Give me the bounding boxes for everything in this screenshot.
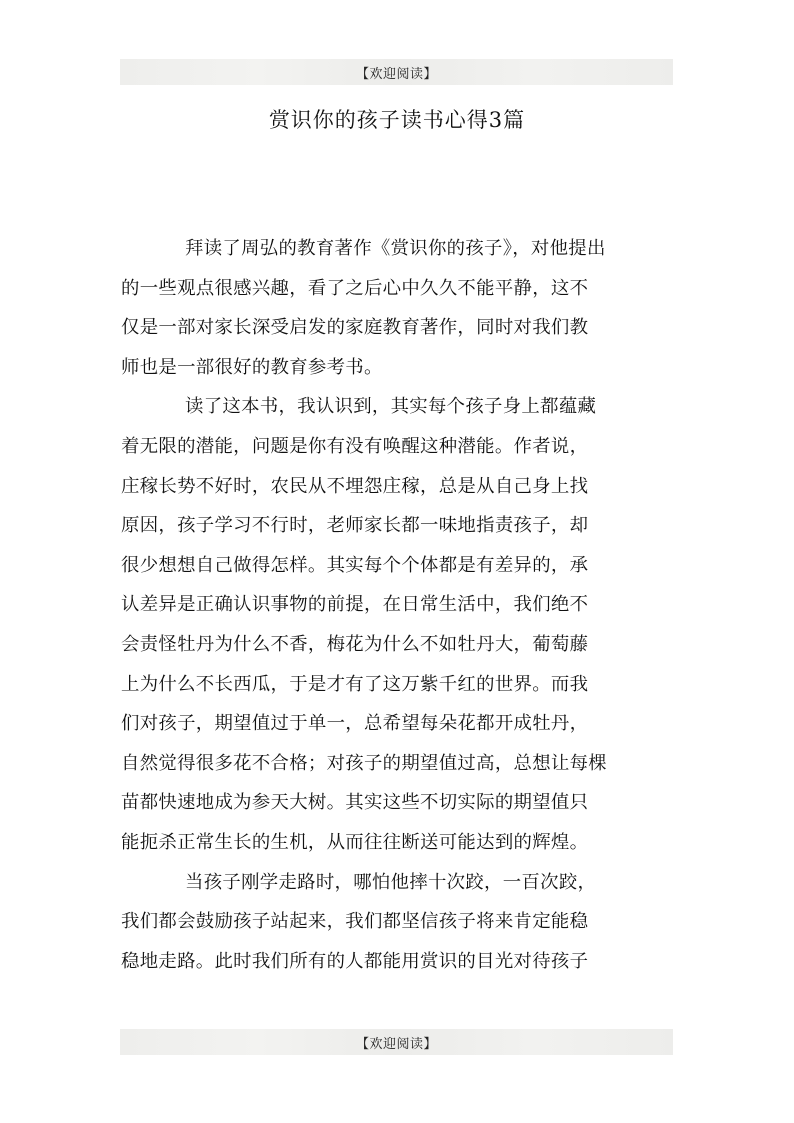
text-line: 庄稼长势不好时，农民从不埋怨庄稼，总是从自己身上找 [121, 475, 589, 497]
text-line: 读了这本书，我认识到，其实每个孩子身上都蕴藏 [185, 396, 597, 418]
text-line: 能扼杀正常生长的生机，从而往往断送可能达到的辉煌。 [121, 831, 589, 853]
footer-banner [120, 1029, 673, 1055]
text-line: 们对孩子，期望值过于单一，总希望每朵花都开成牡丹， [121, 713, 589, 735]
text-line: 拜读了周弘的教育著作《赏识你的孩子》，对他提出 [185, 238, 606, 259]
text-line: 会责怪牡丹为什么不香，梅花为什么不如牡丹大，葡萄藤 [121, 633, 589, 655]
text-line: 很少想想自己做得怎样。其实每个个体都是有差异的，承 [121, 554, 589, 576]
text-line: 原因，孩子学习不行时，老师家长都一味地指责孩子，却 [121, 515, 589, 537]
text-line: 我们都会鼓励孩子站起来，我们都坚信孩子将来肯定能稳 [121, 911, 589, 933]
footer-banner-text: 【欢迎阅读】 [355, 1036, 437, 1052]
text-line: 着无限的潜能，问题是你有没有唤醒这种潜能。作者说， [121, 435, 589, 457]
document-title: 赏识你的孩子读书心得3篇 [268, 108, 526, 132]
header-banner [120, 59, 673, 85]
text-line: 认差异是正确认识事物的前提，在日常生活中，我们绝不 [121, 594, 589, 616]
text-line: 当孩子刚学走路时，哪怕他摔十次跤，一百次跤， [185, 871, 597, 893]
text-line: 的一些观点很感兴趣，看了之后心中久久不能平静，这不 [121, 277, 589, 299]
text-line: 苗都快速地成为参天大树。其实这些不切实际的期望值只 [121, 792, 589, 814]
paragraph-3 [121, 863, 677, 982]
document-body [121, 229, 677, 981]
text-line: 自然觉得很多花不合格；对孩子的期望值过高，总想让每棵 [121, 752, 607, 774]
header-banner-text: 【欢迎阅读】 [355, 66, 437, 82]
text-line: 上为什么不长西瓜，于是才有了这万紫千红的世界。而我 [121, 673, 589, 695]
paragraph-2 [121, 387, 677, 862]
text-line: 稳地走路。此时我们所有的人都能用赏识的目光对待孩子 [121, 950, 589, 972]
paragraph-1 [121, 229, 677, 387]
text-line: 师也是一部很好的教育参考书。 [121, 356, 383, 378]
text-line: 仅是一部对家长深受启发的家庭教育著作，同时对我们教 [121, 317, 589, 339]
